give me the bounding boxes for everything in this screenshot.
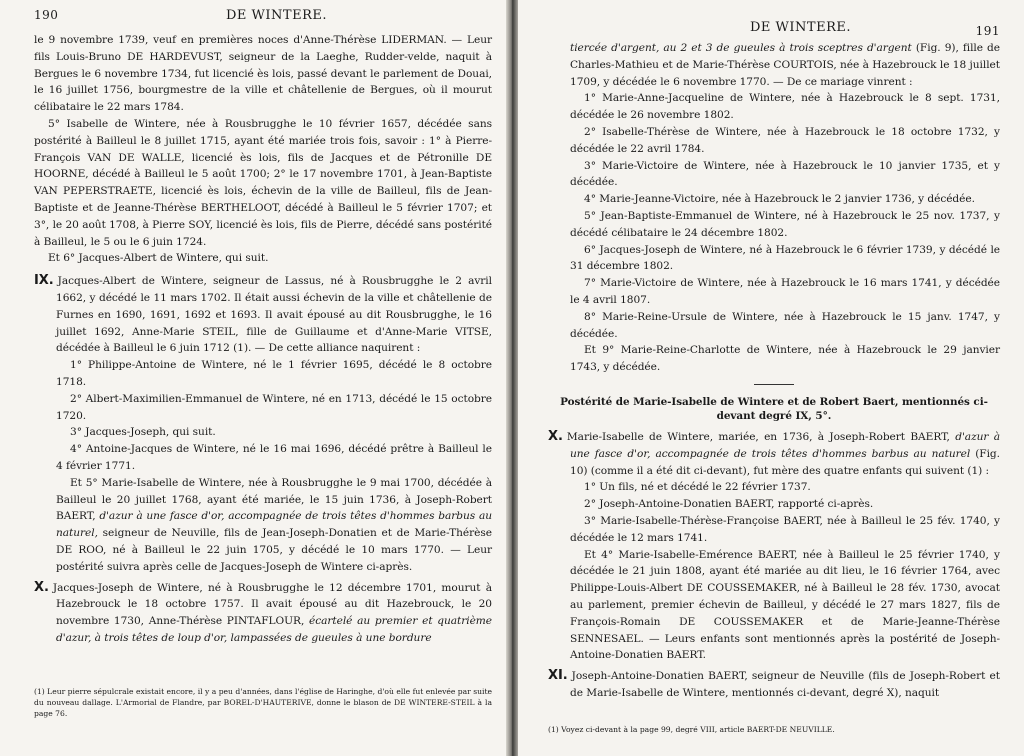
generation-xi [548, 668, 1000, 702]
paragraph: Et 6° Jacques-Albert de Wintere, qui suit. [48, 252, 269, 265]
generation-text: Jacques-Albert de Wintere, seigneur de Lassus, né à Rousbrugghe le 2 avril 1662, y décédé le 11 mars 1702. Il était aussi échevin de la ville et châtellenie de Furnes en 1690, 1691, 1692 et 1693. Il avait épousé au dit Rousbrugghe, le 16 juillet 1692, Anne-Marie STEIL, fille de Guillaume et d'Anne-Marie VITSE, décédée à Bailleul le 6 juin 1712 (1). — De cette alliance naquirent : [56, 275, 492, 355]
left-header [34, 6, 492, 32]
child-entry: 4° Antoine-Jacques de Wintere, né le 16 mai 1696, décédé prêtre à Bailleul le 4 février 1771. [56, 443, 492, 472]
child-entry: 1° Philippe-Antoine de Wintere, né le 1 février 1695, décédé le 8 octobre 1718. [56, 359, 492, 388]
child-entry: 4° Marie-Jeanne-Victoire, née à Hazebrouck le 2 janvier 1736, y décédée. [584, 193, 975, 206]
right-body [548, 40, 1000, 702]
right-running-head: DE WINTERE. [750, 20, 851, 35]
left-page-number: 190 [34, 8, 59, 22]
section-divider [754, 384, 794, 385]
generation-numeral: XI. [548, 668, 568, 684]
left-running-head: DE WINTERE. [226, 8, 327, 23]
blazon: tiercée d'argent, au 2 et 3 de gueules à trois sceptres d'argent [570, 42, 912, 54]
left-footnote: (1) Leur pierre sépulcrale existait encore, il y a peu d'années, dans l'église de Haringhe, d'où elle fut enlevée par suite du nouveau dallage. L'Armorial de Flandre, par BOREL-D'HAUTERIVE, donne le blason de DE WINTERE-STEIL à la page 76. [34, 687, 492, 718]
book-gutter [506, 0, 518, 756]
right-footnote: (1) Voyez ci-devant à la page 99, degré VIII, article BAERT-DE NEUVILLE. [548, 725, 835, 734]
blazon: d'azur à une fasce d'or, accompagnée de trois têtes d'hommes barbus au naturel, [56, 510, 492, 540]
generation-x [548, 429, 1000, 479]
child-entry: 1° Un fils, né et décédé le 22 février 1737. [584, 481, 811, 494]
blazon: écartelé au premier et quatrième d'azur, à trois têtes de loup d'or, lampassées de gueules à une bordure [56, 615, 492, 644]
right-page [518, 0, 1024, 756]
generation-text: Joseph-Antoine-Donatien BAERT, seigneur de Neuville (fils de Joseph-Robert et de Marie-Isabelle de Wintere, mentionnés ci-devant, degré X), naquit [570, 670, 1000, 699]
child-entry: 8° Marie-Reine-Ursule de Wintere, née à Hazebrouck le 15 janv. 1747, y décédée. [570, 310, 1000, 340]
child-entry: 5° Jean-Baptiste-Emmanuel de Wintere, né à Hazebrouck le 25 nov. 1737, y décédé célibataire le 24 décembre 1802. [570, 209, 1000, 239]
child-entry: 2° Albert-Maximilien-Emmanuel de Wintere, né en 1713, décédé le 15 octobre 1720. [56, 392, 492, 422]
child-entry: 6° Jacques-Joseph de Wintere, né à Hazebrouck le 6 février 1739, y décédé le 31 décembre 1802. [570, 243, 1000, 273]
left-page [0, 0, 506, 756]
opening-text: (Fig. 9), fille de Charles-Mathieu et de Marie-Thérèse COURTOIS, née à Hazebrouck le 18 juillet 1709, y décédée le 6 novembre 1770. — De ce mariage vinrent : [570, 42, 1001, 88]
child-entry: 2° Isabelle-Thérèse de Wintere, née à Hazebrouck le 18 octobre 1732, y décédée le 22 avril 1784. [570, 125, 1000, 155]
child-entry: 1° Marie-Anne-Jacqueline de Wintere, née à Hazebrouck le 8 sept. 1731, décédée le 26 novembre 1802. [570, 92, 1000, 122]
child-entry: 7° Marie-Victoire de Wintere, née à Hazebrouck le 16 mars 1741, y décédée le 4 avril 1807. [570, 277, 1000, 306]
generation-text: Jacques-Joseph de Wintere, né à Rousbrugghe le 12 décembre 1701, mourut à Hazebrouck le 18 octobre 1757. Il avait épousé au dit Hazebrouck, le 20 novembre 1730, Anne-Thérèse PINTAFLOUR, [52, 581, 492, 628]
generation-numeral: X. [548, 428, 563, 444]
right-header [548, 14, 1000, 40]
paragraph: le 9 novembre 1739, veuf en premières noces d'Anne-Thérèse LIDERMAN. — Leur fils Louis-Bruno DE HARDEVUST, seigneur de la Laeghe, Rudder-velde, naquit à Bergues le 6 novembre 1734, fut licencié ès lois, passé devant le parlement de Douai, le 16 juillet 1756, bourgmestre de la ville et châtellenie de Bergues, où il mourut célibataire le 22 mars 1784. [34, 34, 492, 114]
child-entry: Et 9° Marie-Reine-Charlotte de Wintere, née à Hazebrouck le 29 janvier 1743, y décédée. [570, 344, 1000, 374]
generation-numeral: IX. [34, 273, 54, 289]
blazon: d'azur à une fasce d'or, accompagnée de trois têtes d'hommes barbus au naturel [570, 430, 1000, 460]
child-entry: 3° Marie-Isabelle-Thérèse-Françoise BAERT, née à Bailleul le 25 fév. 1740, y décédée le 12 mars 1741. [570, 514, 1000, 544]
child-text: seigneur de Neuville, fils de Jean-Joseph-Donatien et de Marie-Thérèse DE ROO, né à Bailleul le 22 juin 1705, y décédé le 10 mars 1770. — Leur postérité suivra après celle de Jacques-Joseph de Wintere ci-après. [56, 527, 492, 573]
generation-numeral: X. [34, 579, 49, 595]
paragraph: 5° Isabelle de Wintere, née à Rousbrugghe le 10 février 1657, décédée sans postérité à Bailleul le 8 juillet 1715, ayant été mariée trois fois, savoir : 1° à Pierre-François VAN DE WALLE, licencié ès lois, fils de Jacques et de Pétronille DE HOORNE, décédé à Bailleul le 5 août 1700; 2° le 17 novembre 1701, à Jean-Baptiste VAN PEPERSTRAETE, licencié ès lois, échevin de la ville de Bailleul, fils de Jean-Baptiste et de Jeanne-Thérèse BERTHELOOT, décédé à Bailleul le 5 février 1707; et 3°, le 20 août 1708, à Pierre SOY, licencié ès lois, fils de Pierre, décédé sans postérité à Bailleul, le 5 ou le 6 juin 1724. [34, 117, 492, 248]
child-entry: Et 4° Marie-Isabelle-Emérence BAERT, née à Bailleul le 25 février 1740, y décédée le 21 juin 1808, ayant été mariée au dit lieu, le 16 février 1764, avec Philippe-Louis-Albert DE COUSSEMAKER, né à Bailleul le 28 fév. 1730, avocat au parlement, premier échevin de Bailleul, y décédé le 27 mars 1827, fils de François-Romain DE COUSSEMAKER et de Marie-Jeanne-Thérèse SENNESAEL. — Leurs enfants sont mentionnés après la postérité de Joseph-Antoine-Donatien BAERT. [570, 548, 1000, 662]
child-entry-fifth [34, 475, 492, 576]
child-entry: 3° Marie-Victoire de Wintere, née à Hazebrouck le 10 janvier 1735, et y décédée. [570, 159, 1000, 189]
right-page-number: 191 [975, 24, 1000, 38]
generation-text: Marie-Isabelle de Wintere, mariée, en 1736, à Joseph-Robert BAERT, [566, 430, 950, 443]
section-title: Postérité de Marie-Isabelle de Wintere et de Robert Baert, mentionnés ci-devant degré IX, 5°. [560, 395, 988, 422]
child-entry: 3° Jacques-Joseph, qui suit. [70, 426, 216, 439]
child-entry: 2° Joseph-Antoine-Donatien BAERT, rapporté ci-après. [584, 498, 874, 511]
opening-paragraph [548, 40, 1000, 90]
generation-ix [34, 273, 492, 357]
generation-x [34, 580, 492, 647]
left-body [34, 32, 492, 647]
generation-text: (Fig. 10) (comme il a été dit ci-devant), fut mère des quatre enfants qui suivent (1) : [570, 447, 1000, 477]
child-text: Et 5° Marie-Isabelle de Wintere, née à Rousbrugghe le 9 mai 1700, décédée à Bailleul le 20 juillet 1768, ayant été mariée, le 15 juin 1736, à Joseph-Robert BAERT, [56, 476, 492, 523]
